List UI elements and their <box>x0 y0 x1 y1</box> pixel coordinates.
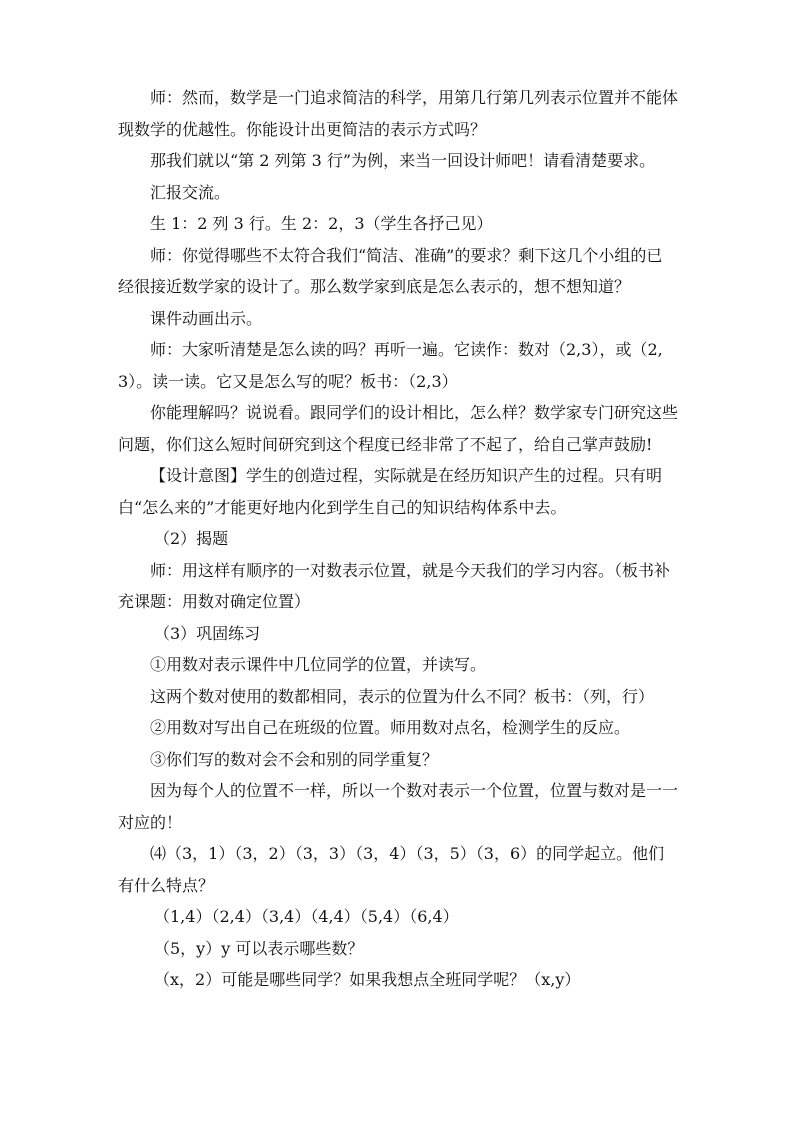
paragraph: 生 1：2 列 3 行。生 2：2，3（学生各抒己见） <box>150 214 493 233</box>
paragraph: 课件动画出示。 <box>150 308 263 328</box>
question-line: （5，y）y 可以表示哪些数？ <box>154 938 364 958</box>
paragraph: 因为每个人的位置不一样，所以一个数对表示一个位置，位置与数对是一一对应的！ <box>118 781 679 832</box>
paragraph: 汇报交流。 <box>150 182 231 202</box>
paragraph: 这两个数对使用的数都相同，表示的位置为什么不同？板书：（列，行） <box>150 686 655 706</box>
paragraph: 师：大家听清楚是怎么读的吗？再听一遍。它读作：数对（2,3），或（2,3）。读一读。它又是怎么写的呢？板书：（2,3） <box>118 340 663 391</box>
lesson-text <box>118 82 678 996</box>
paragraph: 那我们就以“第 2 列第 3 行”为例，来当一回设计师吧！请看清楚要求。 <box>150 151 656 170</box>
section-heading: （2）揭题 <box>154 529 229 548</box>
coordinate-list: （1,4）（2,4）（3,4）（4,4）（5,4）（6,4） <box>154 907 459 926</box>
exercise-item: ①用数对表示课件中几位同学的位置，并读写。 <box>150 655 487 674</box>
paragraph: 师：用这样有顺序的一对数表示位置，就是今天我们的学习内容。（板书补充课题：用数对确定位置） <box>118 560 671 611</box>
exercise-item: ②用数对写出自己在班级的位置。师用数对点名，检测学生的反应。 <box>150 718 631 737</box>
paragraph: 师：然而，数学是一门追求简洁的科学，用第几行第几列表示位置并不能体现数学的优越性。你能设计出更简洁的表示方式吗？ <box>118 88 679 139</box>
question-line: （x，2）可能是哪些同学？如果我想点全班同学呢？（x,y） <box>154 970 581 989</box>
exercise-item: ⑷（3，1）（3，2）（3，3）（3，4）（3，5）（3，6）的同学起立。他们有什么特点？ <box>118 844 665 895</box>
design-intent-note: 【设计意图】学生的创造过程，实际就是在经历知识产生的过程。只有明白“怎么来的”才能更好地内化到学生自己的知识结构体系中去。 <box>118 466 663 517</box>
paragraph: 你能理解吗？说说看。跟同学们的设计相比，怎么样？数学家专门研究这些问题，你们这么短时间研究到这个程度已经非常了不起了，给自己掌声鼓励! <box>118 403 679 454</box>
paragraph: 师：你觉得哪些不太符合我们“简洁、准确”的要求？剩下这几个小组的已经很接近数学家的设计了。那么数学家到底是怎么表示的，想不想知道？ <box>118 245 663 296</box>
exercise-item: ③你们写的数对会不会和别的同学重复？ <box>150 749 439 769</box>
section-heading: （3）巩固练习 <box>154 623 261 643</box>
